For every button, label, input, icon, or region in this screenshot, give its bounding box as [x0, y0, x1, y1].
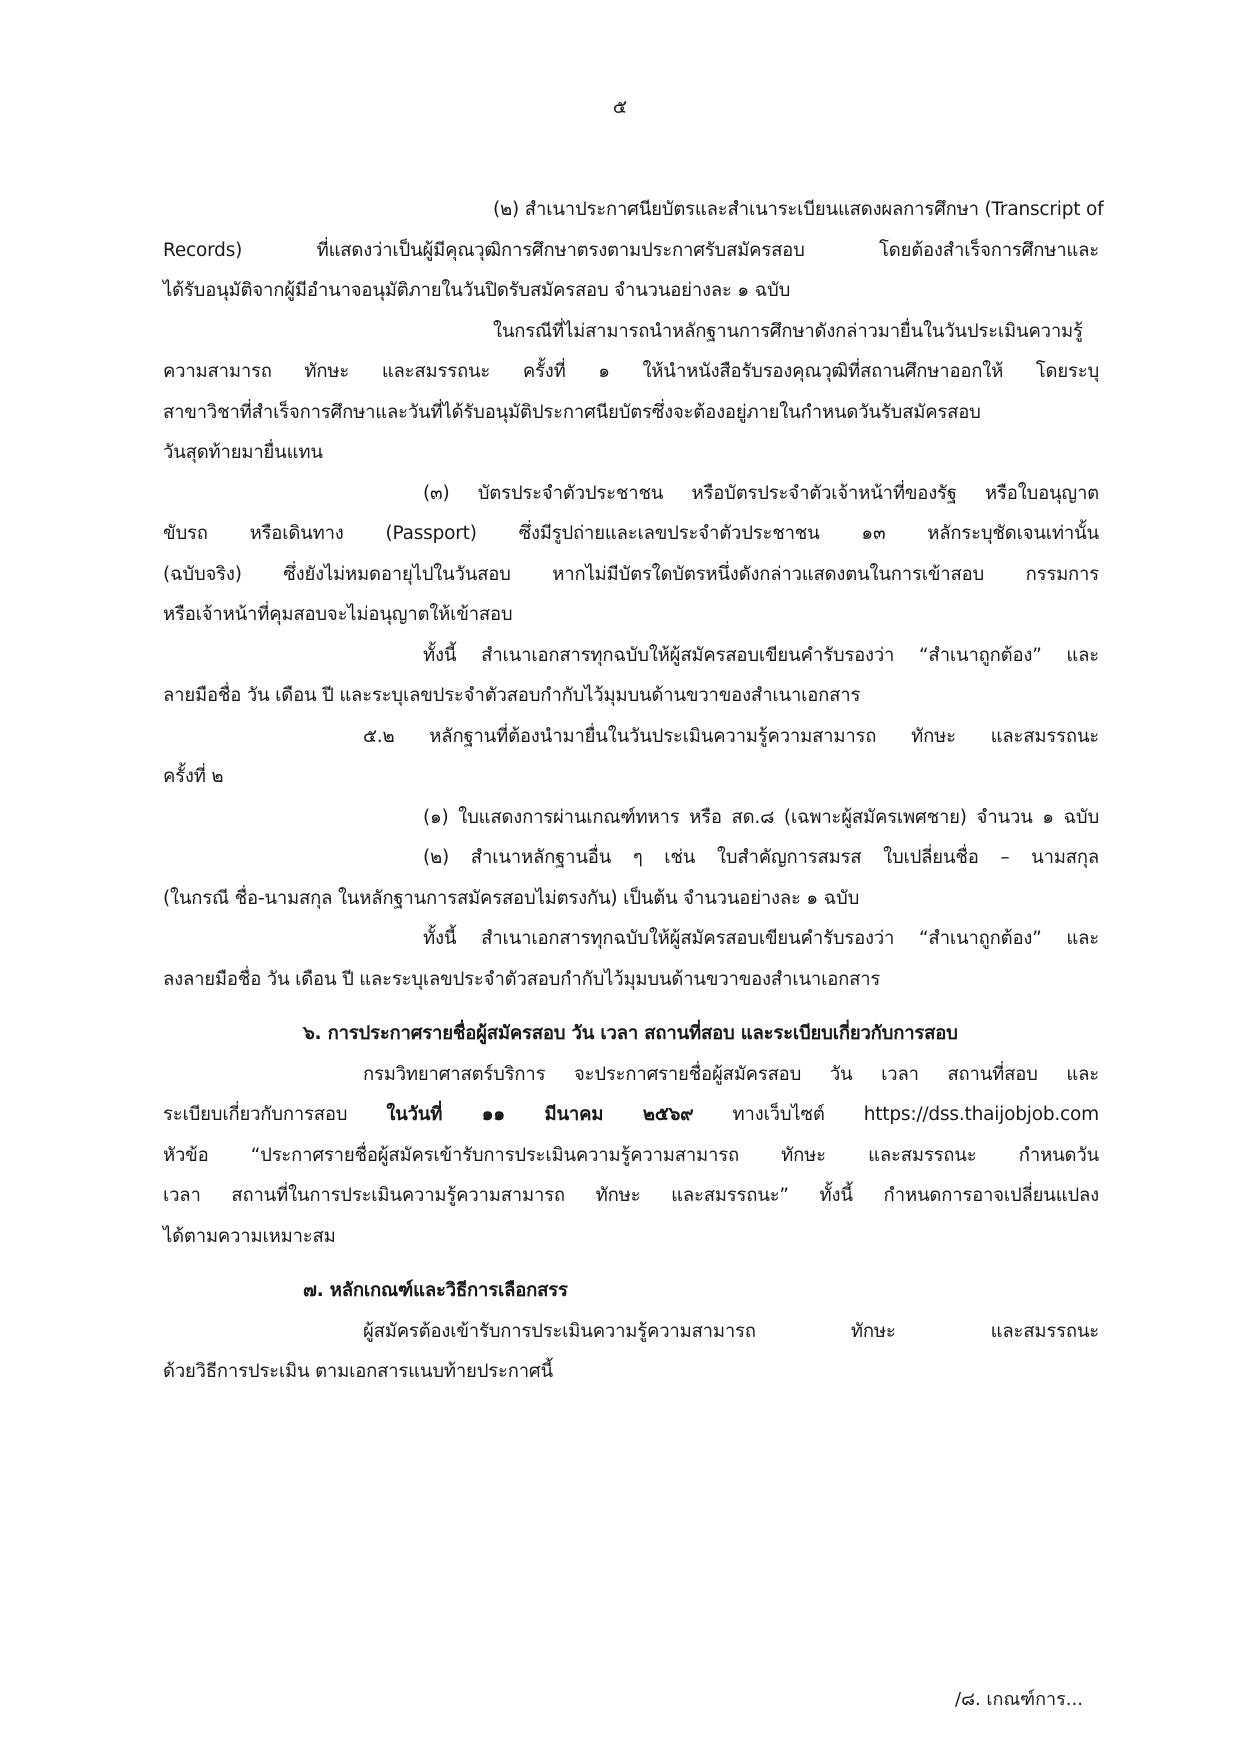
continuation-footer: /๘. เกณฑ์การ... [955, 1689, 1083, 1710]
s5-item2-line3: ได้รับอนุมัติจากผู้มีอำนาจอนุมัติภายในวันปิดรับสมัครสอบ จำนวนอย่างละ ๑ ฉบับ [163, 280, 791, 301]
s5-item3-line1: (๓) บัตรประจำตัวประชาชน หรือบัตรประจำตัวเจ้าหน้าที่ของรัฐ หรือใบอนุญาต [423, 482, 1099, 504]
s5-note-line1: ในกรณีที่ไม่สามารถนำหลักฐานการศึกษาดังกล่าวมายื่นในวันประเมินความรู้ [493, 320, 1083, 342]
section6-heading: ๖. การประกาศรายชื่อผู้สมัครสอบ วัน เวลา สถานที่สอบ และระเบียบเกี่ยวกับการสอบ [303, 1023, 958, 1044]
s5-cert1-line1: ทั้งนี้ สำเนาเอกสารทุกฉบับให้ผู้สมัครสอบเขียนคำรับรองว่า “สำเนาถูกต้อง” และ [423, 644, 1099, 666]
s5-note-line3: สาขาวิชาที่สำเร็จการศึกษาและวันที่ได้รับอนุมัติประกาศนียบัตรซึ่งจะต้องอยู่ภายในกำหนดวันรับสมัครสอบ [163, 401, 981, 423]
s52-heading-line1: ๕.๒ หลักฐานที่ต้องนำมายื่นในวันประเมินความรู้ความสามารถ ทักษะ และสมรรถนะ [363, 725, 1099, 747]
s5-item2-line2: Records) ที่แสดงว่าเป็นผู้มีคุณวุฒิการศึกษาตรงตามประกาศรับสมัครสอบ โดยต้องสำเร็จการศึกษาและ [163, 239, 1099, 261]
s6-line2-post: ทางเว็บไซต์ https://dss.thaijobjob.com [693, 1104, 1099, 1125]
s52-heading-line2: ครั้งที่ ๒ [163, 766, 224, 787]
s52-item1: (๑) ใบแสดงการผ่านเกณฑ์ทหาร หรือ สด.๘ (เฉพาะผู้สมัครเพศชาย) จำนวน ๑ ฉบับ [423, 806, 1099, 828]
document-body [163, 190, 1104, 1393]
s5-item3-line4: หรือเจ้าหน้าที่คุมสอบจะไม่อนุญาตให้เข้าสอบ [163, 604, 513, 625]
s5-item2-line1: (๒) สำเนาประกาศนียบัตรและสำเนาระเบียนแสดงผลการศึกษา (Transcript of [493, 199, 1104, 220]
s7-line1: ผู้สมัครต้องเข้ารับการประเมินความรู้ความสามารถ ทักษะ และสมรรถนะ [363, 1320, 1099, 1342]
s52-cert2-line1: ทั้งนี้ สำเนาเอกสารทุกฉบับให้ผู้สมัครสอบเขียนคำรับรองว่า “สำเนาถูกต้อง” และ [423, 928, 1099, 949]
s6-line5: ได้ตามความเหมาะสม [163, 1225, 336, 1247]
s6-line1: กรมวิทยาศาสตร์บริการ จะประกาศรายชื่อผู้สมัครสอบ วัน เวลา สถานที่สอบ และ [363, 1063, 1099, 1085]
s6-line2-pre: ระเบียบเกี่ยวกับการสอบ [163, 1104, 387, 1125]
s6-line4: เวลา สถานที่ในการประเมินความรู้ความสามารถ ทักษะ และสมรรถนะ” ทั้งนี้ กำหนดการอาจเปลี่ยนแปลง [163, 1185, 1099, 1206]
announcement-date: ในวันที่ ๑๑ มีนาคม ๒๕๖๙ [386, 1104, 694, 1125]
s52-item2-line2: (ในกรณี ชื่อ-นามสกุล ในหลักฐานการสมัครสอบไม่ตรงกัน) เป็นต้น จำนวนอย่างละ ๑ ฉบับ [163, 887, 860, 909]
s5-item3-line3: (ฉบับจริง) ซึ่งยังไม่หมดอายุไปในวันสอบ หากไม่มีบัตรใดบัตรหนึ่งดังกล่าวแสดงตนในการเข้าสอบ กรรมการ [163, 563, 1099, 585]
s5-cert1-line2: ลายมือชื่อ วัน เดือน ปี และระบุเลขประจำตัวสอบกำกับไว้มุมบนด้านขวาของสำเนาเอกสาร [163, 685, 861, 706]
s52-cert2-line2: ลงลายมือชื่อ วัน เดือน ปี และระบุเลขประจำตัวสอบกำกับไว้มุมบนด้านขวาของสำเนาเอกสาร [163, 968, 881, 990]
s5-item3-line2: ขับรถ หรือเดินทาง (Passport) ซึ่งมีรูปถ่ายและเลขประจำตัวประชาชน ๑๓ หลักระบุชัดเจนเท่านั้น [163, 523, 1099, 544]
s7-line2: ด้วยวิธีการประเมิน ตามเอกสารแนบท้ายประกาศนี้ [163, 1361, 553, 1382]
section7-heading: ๗. หลักเกณฑ์และวิธีการเลือกสรร [303, 1280, 568, 1301]
page-number: ๕ [612, 96, 628, 118]
s52-item2-line1: (๒) สำเนาหลักฐานอื่น ๆ เช่น ใบสำคัญการสมรส ใบเปลี่ยนชื่อ – นามสกุล [423, 847, 1099, 868]
s5-note-line2: ความสามารถ ทักษะ และสมรรถนะ ครั้งที่ ๑ ให้นำหนังสือรับรองคุณวุฒิที่สถานศึกษาออกให้ โดยระบุ [163, 361, 1099, 382]
s6-line2 [163, 1095, 1099, 1136]
s6-line3: หัวข้อ “ประกาศรายชื่อผู้สมัครเข้ารับการประเมินความรู้ความสามารถ ทักษะ และสมรรถนะ กำหนดวัน [163, 1144, 1099, 1166]
s5-note-line4: วันสุดท้ายมายื่นแทน [163, 442, 323, 463]
